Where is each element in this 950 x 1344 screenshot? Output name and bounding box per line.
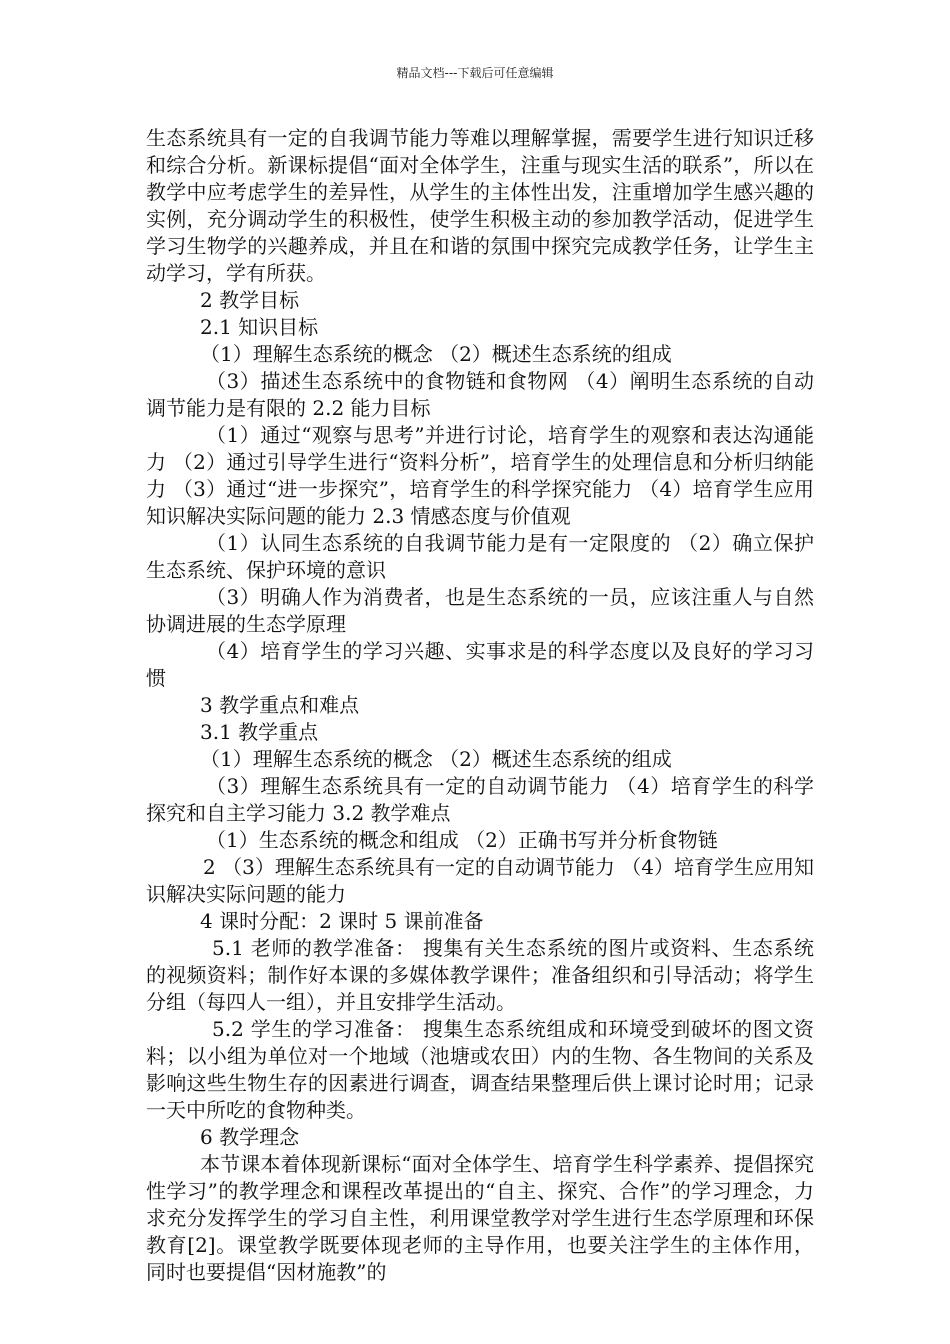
paragraph-intro: 生态系统具有一定的自我调节能力等难以理解掌握，需要学生进行知识迁移和综合分析。新课标提倡“面对全体学生，注重与现实生活的联系”，所以在教学中应考虑学生的差异性，从学生的主体性出发，注重增加学生感兴趣的实例，充分调动学生的积极性，使学生积极主动的参加教学活动，促进学生学习生物学的兴趣养成，并且在和谐的氛围中探究完成教学任务，让学生主动学习，学有所获。 (146, 126, 814, 285)
heading-teaching-philosophy: 6 教学理念 (200, 1125, 300, 1149)
document-body (146, 125, 814, 1286)
paragraph-attitude-2: （3）明确人作为消费者，也是生态系统的一员，应该注重人与自然协调进展的生态学原理 (146, 585, 814, 636)
paragraph-attitude-3: （4）培育学生的学习兴趣、实事求是的科学态度以及良好的学习习惯 (146, 639, 814, 690)
heading-key-points-sub: 3.1 教学重点 (200, 720, 319, 744)
page-header: 精品文档---下载后可任意编辑 (396, 66, 554, 80)
paragraph-difficulty-2: 2 （3）理解生态系统具有一定的自动调节能力 （4）培育学生应用知识解决实际问题的能力 (146, 855, 814, 906)
paragraph-attitude-1: （1）认同生态系统的自我调节能力是有一定限度的 （2）确立保护生态系统、保护环境的意识 (146, 531, 814, 582)
paragraph-philosophy: 本节课本着体现新课标“面对全体学生、培育学生科学素养、提倡探究性学习”的教学理念和课程改革提出的“自主、探究、合作”的学习理念，力求充分发挥学生的学习自主性，利用课堂教学对学生进行生态学原理和环保教育[2]。课堂教学既要体现老师的主导作用，也要关注学生的主体作用，同时也要提倡“因材施教”的 (146, 1152, 814, 1284)
paragraph-knowledge-1: （1）理解生态系统的概念 （2）概述生态系统的组成 (200, 342, 672, 366)
heading-knowledge-goals: 2.1 知识目标 (200, 315, 319, 339)
heading-key-points: 3 教学重点和难点 (200, 693, 360, 717)
paragraph-knowledge-2: （3）描述生态系统中的食物链和食物网 （4）阐明生态系统的自动调节能力是有限的 2.2 能力目标 (146, 369, 814, 420)
paragraph-difficulty-1: （1）生态系统的概念和组成 （2）正确书写并分析食物链 (206, 828, 718, 852)
paragraph-key-2: （3）理解生态系统具有一定的自动调节能力 （4）培育学生的科学探究和自主学习能力 3.2 教学难点 (146, 774, 814, 825)
heading-teaching-goals: 2 教学目标 (200, 288, 300, 312)
paragraph-key-1: （1）理解生态系统的概念 （2）概述生态系统的组成 (200, 747, 672, 771)
paragraph-student-prep: 5.2 学生的学习准备： 搜集生态系统组成和环境受到破坏的图文资料；以小组为单位对一个地域（池塘或农田）内的生物、各生物间的关系及影响这些生物生存的因素进行调查，调查结果整理后供上课讨论时用；记录一天中所吃的食物种类。 (146, 1017, 814, 1122)
paragraph-class-hours: 4 课时分配：2 课时 5 课前准备 (200, 909, 484, 933)
paragraph-ability-goals: （1）通过“观察与思考”并进行讨论，培育学生的观察和表达沟通能力 （2）通过引导学生进行“资料分析”，培育学生的处理信息和分析归纳能力 （3）通过“进一步探究”，培育学生的科学探究能力 （4）培育学生应用知识解决实际问题的能力 2.3 情感态度与价值观 (146, 423, 814, 528)
paragraph-teacher-prep: 5.1 老师的教学准备： 搜集有关生态系统的图片或资料、生态系统的视频资料；制作好本课的多媒体教学课件；准备组织和引导活动；将学生分组（每四人一组），并且安排学生活动。 (146, 936, 814, 1014)
